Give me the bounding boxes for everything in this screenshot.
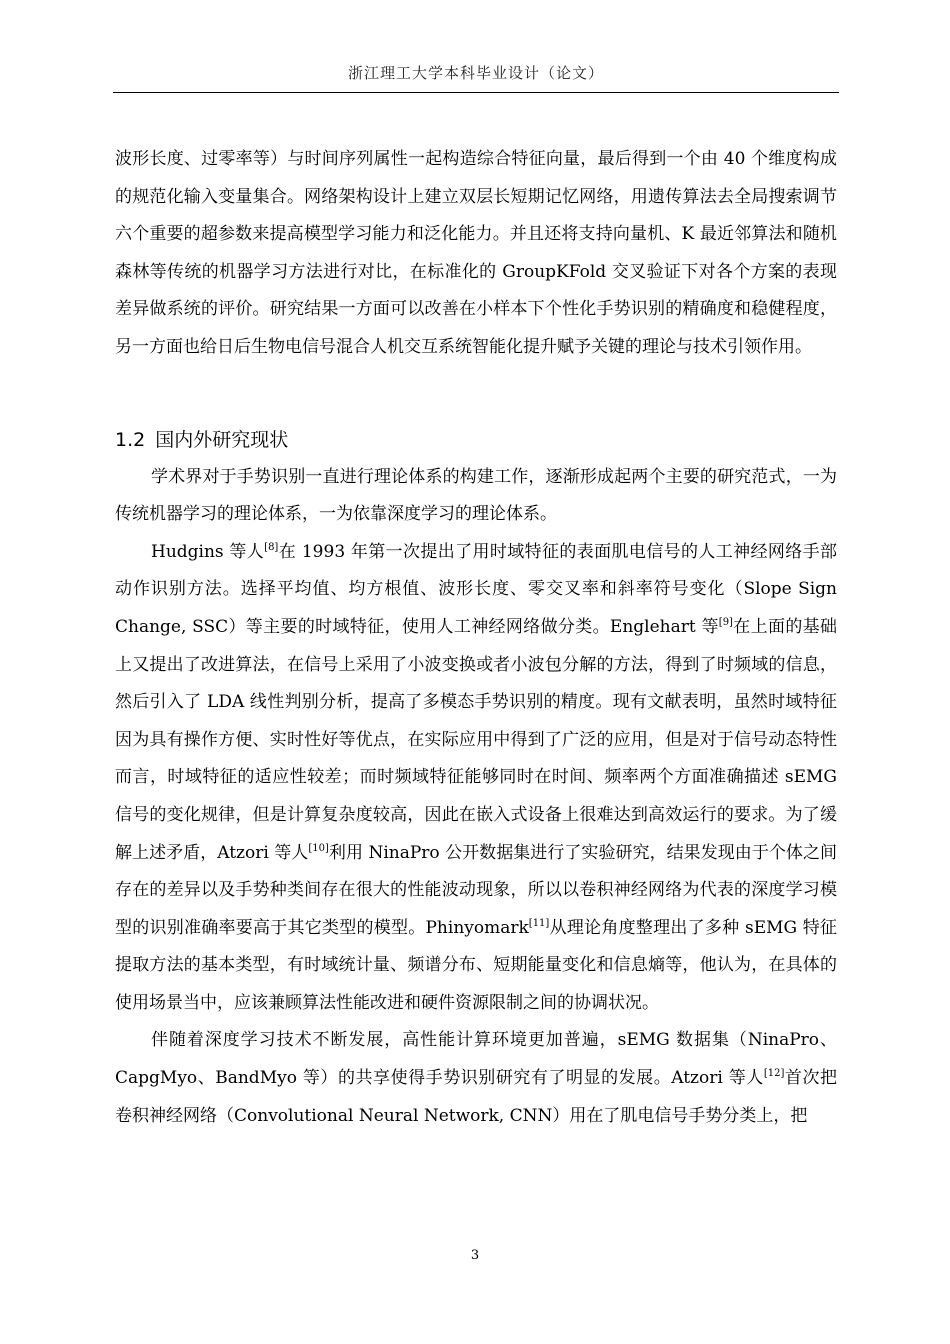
paragraph-3-text: 在 1993 年第一次提出了用时域特征的表面肌电信号的人工神经网络手部动作识别方法。选择平均值、均方根值、波形长度、零交叉率和斜率符号变化（Slope Sign Change, SSC）等主要的时域特征，使用人工神经网络做分类。Englehart 等 [115, 541, 837, 637]
page-body [115, 141, 837, 1135]
citation-ref: [10] [308, 842, 329, 854]
citation-ref: [8] [264, 541, 279, 553]
paragraph-3-text: Hudgins 等人 [151, 541, 265, 562]
paragraph-1: 波形长度、过零率等）与时间序列属性一起构造综合特征向量，最后得到一个由 40 个维度构成的规范化输入变量集合。网络架构设计上建立双层长短期记忆网络，用遗传算法去全局搜索调节六个重要的超参数来提高模型学习能力和泛化能力。并且还将支持向量机、K 最近邻算法和随机森林等传统的机器学习方法进行对比，在标准化的 GroupKFold 交叉验证下对各个方案的表现差异做系统的评价。研究结果一方面可以改善在小样本下个性化手势识别的精确度和稳健程度，另一方面也给日后生物电信号混合人机交互系统智能化提升赋予关键的理论与技术引领作用。 [115, 149, 837, 357]
citation-ref: [12] [763, 1068, 785, 1080]
header-rule [113, 92, 839, 93]
paragraph-4-text: 首次把卷积神经网络（Convolutional Neural Network, CNN）用在了肌电信号手势分类上，把 [115, 1068, 837, 1126]
section-heading [115, 422, 837, 458]
running-header: 浙江理工大学本科毕业设计（论文） [347, 64, 604, 82]
page-number: 3 [470, 1248, 480, 1263]
paragraph-3-text: 从理论角度整理出了多种 sEMG 特征提取方法的基本类型，有时域统计量、频谱分布、短期能量变化和信息熵等，他认为，在具体的使用场景当中，应该兼顾算法性能改进和硬件资源限制之间的协调状况。 [115, 917, 837, 1013]
paragraph-3 [115, 534, 837, 1023]
section-number: 1.2 [115, 428, 146, 451]
paragraph-2: 学术界对于手势识别一直进行理论体系的构建工作，逐渐形成起两个主要的研究范式，一为传统机器学习的理论体系，一为依靠深度学习的理论体系。 [115, 466, 837, 525]
paragraph-3-text: 利用 NinaPro 公开数据集进行了实验研究，结果发现由于个体之间存在的差异以及手势种类间存在很大的性能波动现象，所以以卷积神经网络为代表的深度学习模型的识别准确率要高于其它类型的模型。Phinyomark [115, 842, 837, 938]
citation-ref: [11] [528, 917, 550, 929]
citation-ref: [9] [718, 616, 733, 628]
paragraph-4 [115, 1022, 837, 1135]
paragraph-4-text: 伴随着深度学习技术不断发展，高性能计算环境更加普遍，sEMG 数据集（NinaPro、CapgMyo、BandMyo 等）的共享使得手势识别研究有了明显的发展。Atzori 等人 [115, 1030, 837, 1089]
paragraph-3-text: 在上面的基础上又提出了改进算法，在信号上采用了小波变换或者小波包分解的方法，得到了时频域的信息，然后引入了 LDA 线性判别分析，提高了多模态手势识别的精度。现有文献表明，虽然时域特征因为具有操作方便、实时性好等优点，在实际应用中得到了广泛的应用，但是对于信号动态特性而言，时域特征的适应性较差；而时频域特征能够同时在时间、频率两个方面准确描述 sEMG 信号的变化规律，但是计算复杂度较高，因此在嵌入式设备上很难达到高效运行的要求。为了缓解上述矛盾，Atzori 等人 [115, 616, 838, 863]
section-title: 国内外研究现状 [155, 428, 289, 451]
